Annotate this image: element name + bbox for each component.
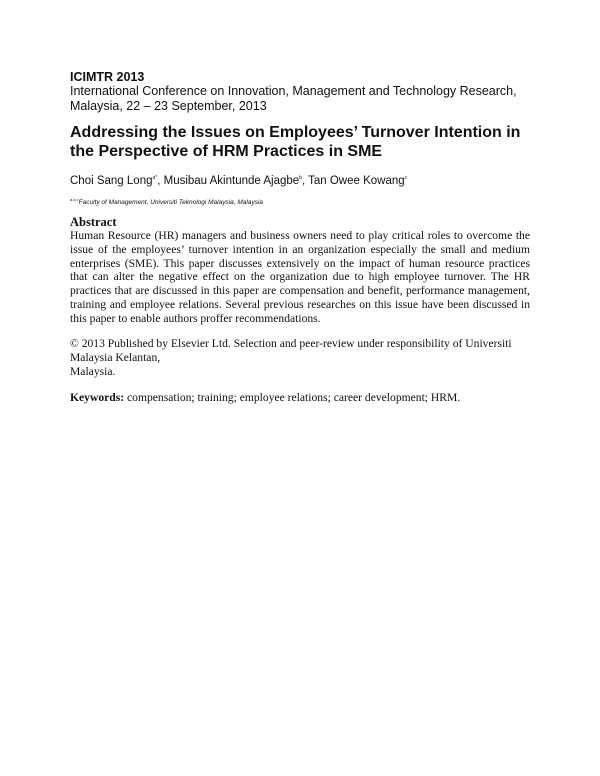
author-name: Tan Owee Kowang: [308, 175, 405, 187]
copyright-line2: Malaysia Kelantan,: [70, 350, 161, 364]
paper-title: Addressing the Issues on Employees’ Turnover Intention in the Perspective of HRM Practices in SME: [70, 124, 521, 160]
author-affiliation-mark: b: [299, 175, 302, 181]
affiliation-text: Faculty of Management, Universiti Teknologi Malaysia, Malaysia: [78, 199, 264, 206]
affiliation-marks: a,b,c: [70, 197, 79, 202]
copyright-notice: [70, 337, 532, 378]
copyright-line3: Malaysia.: [70, 364, 116, 378]
keywords-label: Keywords:: [70, 391, 125, 404]
author-list: [70, 175, 407, 187]
author-name: Choi Sang Long: [70, 175, 153, 187]
author-name: Musibau Akintunde Ajagbe: [163, 175, 300, 187]
copyright-line1: © 2013 Published by Elsevier Ltd. Selection and peer-review under responsibility of Universiti: [70, 337, 512, 350]
author-separator: ,: [157, 175, 164, 187]
keywords-text: compensation; training; employee relations; career development; HRM.: [127, 391, 461, 404]
author-affiliation-mark: c: [404, 175, 408, 181]
abstract-heading: Abstract: [70, 215, 117, 229]
author-separator: ,: [301, 175, 309, 187]
keywords: [70, 391, 460, 404]
affiliation: [70, 197, 263, 206]
conference-code: ICIMTR 2013: [70, 70, 145, 84]
conference-name-line1: International Conference on Innovation, Management and Technology Research,: [70, 84, 517, 98]
conference-name-line2: Malaysia, 22 – 23 September, 2013: [70, 99, 267, 113]
abstract-text: Human Resource (HR) managers and business owners need to play critical roles to overcome the issue of the employees’ turnover intention in an organization especially the small and medium enterprises (SME). This paper discusses extensively on the impact of human resource practices that can alter the negative effect on the organization due to high employee turnover. The HR practices that are discussed in this paper are compensation and benefit, performance management, training and employee relations. Several previous researches on this issue have been discussed in this paper to enable authors proffer recommendations.: [70, 229, 530, 325]
author-affiliation-mark: a*: [152, 175, 158, 181]
